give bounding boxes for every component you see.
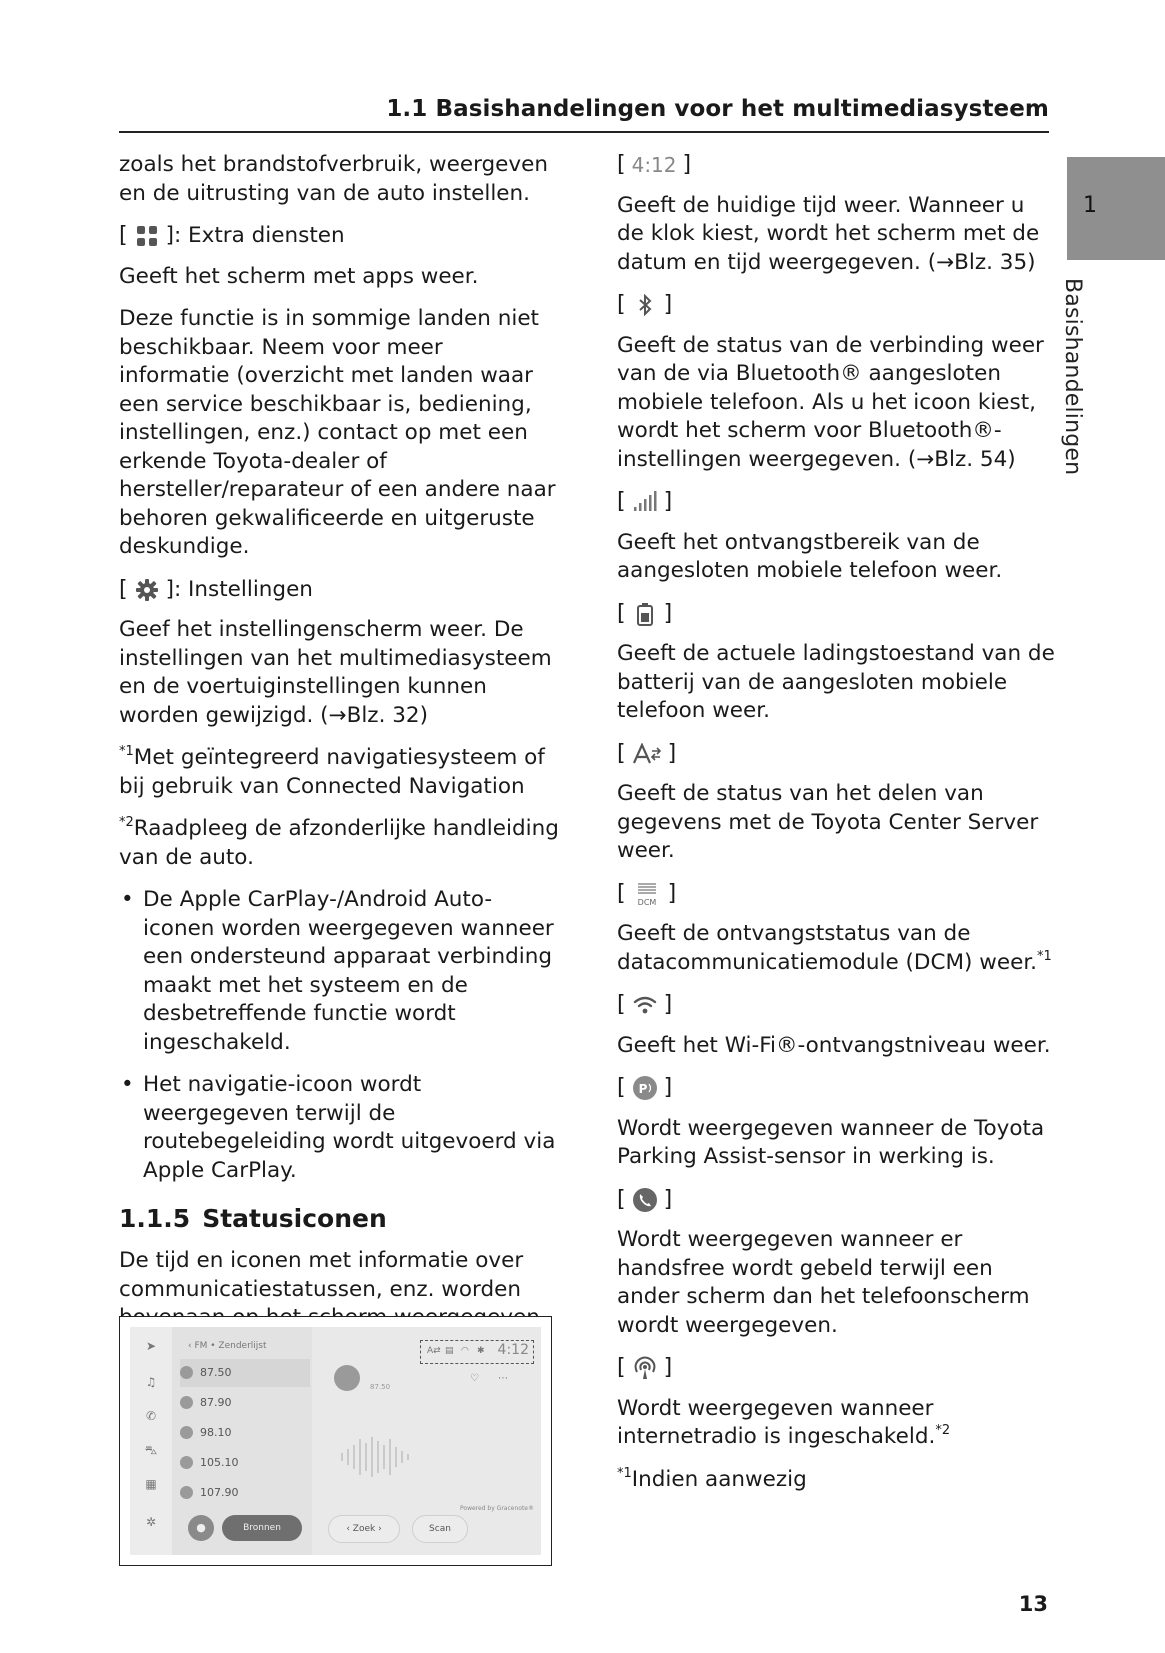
clock-time-glyph: 4:12 <box>631 153 677 177</box>
station-row: 107.90 <box>180 1479 310 1507</box>
dcm-desc: Geeft de ontvangststatus van de datacommunicatiemodule (DCM) weer.$^{*1}$ <box>617 921 1052 975</box>
parking-line: [ P ] <box>617 1075 673 1100</box>
chapter-side-label: Basishandelingen <box>1060 278 1085 476</box>
navigation-arrow-icon: ➤ <box>145 1339 157 1353</box>
scan-button: Scan <box>412 1515 468 1543</box>
intro-paragraph: zoals het brandstofverbruik, weergeven en de uitrusting van de auto instellen. <box>119 152 548 206</box>
battery-desc: Geeft de actuele ladingstoestand van de batterij van de aangesloten mobiele telefoon weer. <box>617 641 1055 723</box>
bluetooth-icon: ✱ <box>477 1346 485 1356</box>
footnote-2: $^{*2}$Raadpleeg de afzonderlijke handleiding van de auto. <box>119 815 559 870</box>
data-sharing-desc: Geeft de status van het delen van gegevens met de Toyota Center Server weer. <box>617 781 1039 863</box>
wifi-icon: ◠ <box>461 1346 469 1356</box>
footnote-present: $^{*1}$Indien aanwezig <box>617 1465 807 1492</box>
dcm-line: [ DCM ] <box>617 880 677 907</box>
section-heading: 1.1.5 Statusiconen <box>119 1204 387 1233</box>
dcm-icon <box>632 881 662 907</box>
bullet-carplay: • De Apple CarPlay-/Android Auto-iconen worden weergegeven wanneer een ondersteund apparaat verbinding maakt met het systeem en de desbetreffende functie wordt ingeschakeld. <box>121 887 554 1055</box>
parking-sensor-icon <box>632 1075 658 1101</box>
parking-desc: Wordt weergegeven wanneer de Toyota Parking Assist-sensor in werking is. <box>617 1115 1045 1169</box>
left-column <box>119 151 559 1347</box>
bluetooth-icon <box>632 292 658 318</box>
more-icon: ⋯ <box>498 1373 508 1384</box>
battery-line: [ ] <box>617 600 673 626</box>
extra-services-label: ]: Extra diensten <box>165 223 345 248</box>
bluetooth-desc: Geeft de status van de verbinding weer van de via Bluetooth® aangesloten mobiele telefoon. Als u het icoon kiest, wordt het scherm voor Bluetooth®-instellingen weergegeven. (→Blz. 54) <box>617 332 1044 472</box>
settings-desc: Geef het instellingenscherm weer. De instellingen van het multimediasysteem en de voertuiginstellingen kunnen worden gewijzigd. (→Blz. 32) <box>119 617 552 728</box>
wifi-icon <box>632 992 658 1018</box>
internet-radio-icon <box>632 1355 658 1381</box>
apps-grid-icon <box>134 223 160 249</box>
settings-line: [ ]: Instellingen <box>119 576 559 605</box>
bullet-navigation: • Het navigatie-icoon wordt weergegeven terwijl de routebegeleiding wordt uitgevoerd via Apple CarPlay. <box>121 1072 556 1183</box>
apps-grid-icon: ▦ <box>145 1477 157 1491</box>
right-column <box>617 151 1057 1508</box>
handsfree-call-icon <box>632 1187 658 1213</box>
footnote-1: $^{*1}$Met geïntegreerd navigatiesysteem of bij gebruik van Connected Navigation <box>119 744 545 799</box>
svg-text:DCM: DCM <box>637 897 656 907</box>
microphone-icon: ● <box>188 1515 214 1541</box>
heart-icon: ♡ <box>470 1373 479 1384</box>
status-bar-highlight <box>420 1340 534 1364</box>
music-note-icon: ♫ <box>145 1375 157 1389</box>
powered-by-label: Powered by Gracenote® <box>460 1505 534 1512</box>
section-desc: De tijd en iconen met informatie over communicatiestatussen, enz. worden <box>119 1248 524 1302</box>
station-row: 105.10 <box>180 1449 310 1477</box>
chapter-tab <box>1067 157 1165 260</box>
car-icon: ⛍ <box>144 1443 158 1457</box>
status-time: 4:12 <box>497 1342 529 1358</box>
extra-services-line: [ ]: Extra diensten <box>119 222 559 251</box>
battery-icon <box>632 601 658 627</box>
extra-services-note: Deze functie is in sommige landen niet beschikbaar. Neem voor meer informatie (overzicht met landen waar een service beschikbaar is, bediening, instellingen, enz.) contact op met een erkende Toyota-dealer of hersteller/reparateur of een andere naar behoren gekwalificeerde en uitgeruste deskundige. <box>119 306 556 559</box>
page-header-title: 1.1 Basishandelingen voor het multimediasysteem <box>386 96 1049 122</box>
gear-icon: ✲ <box>145 1515 157 1529</box>
wifi-line: [ ] <box>617 992 673 1017</box>
wifi-desc: Geeft het Wi-Fi®-ontvangstniveau weer. <box>617 1032 1051 1058</box>
sources-button: Bronnen <box>222 1515 302 1541</box>
settings-label: ]: Instellingen <box>165 576 313 602</box>
screen-area <box>130 1327 541 1555</box>
station-row: 87.90 <box>180 1389 310 1417</box>
data-sharing-icon: A⇄ <box>427 1346 441 1356</box>
page-number: 13 <box>1018 1592 1048 1616</box>
time-line: [ 4:12 ] <box>617 151 1057 180</box>
dcm-icon: ▤ <box>445 1346 454 1356</box>
internet-radio-line: [ ] <box>617 1355 673 1380</box>
extra-services-desc: Geeft het scherm met apps weer. <box>119 263 479 289</box>
station-row: 87.50 <box>180 1359 310 1387</box>
data-sharing-line: [ ] <box>617 740 677 766</box>
station-logo <box>334 1365 360 1391</box>
svg-text:P: P <box>638 1082 647 1097</box>
data-sharing-icon <box>632 741 662 767</box>
header-rule <box>119 131 1049 133</box>
station-row: 98.10 <box>180 1419 310 1447</box>
handsfree-desc: Wordt weergegeven wanneer er handsfree wordt gebeld terwijl een ander scherm dan het telefoonscherm wordt weergegeven. <box>617 1227 1030 1338</box>
internet-radio-desc: Wordt weergegeven wanneer internetradio is ingeschakeld.$^{*2}$ <box>617 1395 951 1449</box>
multimedia-screenshot <box>119 1316 552 1566</box>
waveform <box>338 1435 418 1479</box>
now-playing-freq: 87.50 <box>370 1383 391 1391</box>
signal-line: [ ] <box>617 489 673 514</box>
gear-icon <box>134 577 160 603</box>
handsfree-line: [ ] <box>617 1186 673 1212</box>
bluetooth-line: [ ] <box>617 292 673 317</box>
phone-icon: ✆ <box>145 1409 157 1423</box>
search-button: ‹ Zoek › <box>328 1515 400 1543</box>
screen-breadcrumb: ‹ FM • Zenderlijst <box>188 1341 267 1351</box>
screen-sidebar <box>130 1327 173 1555</box>
chapter-number: 1 <box>1083 193 1097 218</box>
signal-desc: Geeft het ontvangstbereik van de aangesloten mobiele telefoon weer. <box>617 529 1003 583</box>
signal-strength-icon <box>632 489 658 515</box>
time-desc: Geeft de huidige tijd weer. Wanneer u de klok kiest, wordt het scherm met de datum en tijd weergegeven. (→Blz. 35) <box>617 192 1040 275</box>
